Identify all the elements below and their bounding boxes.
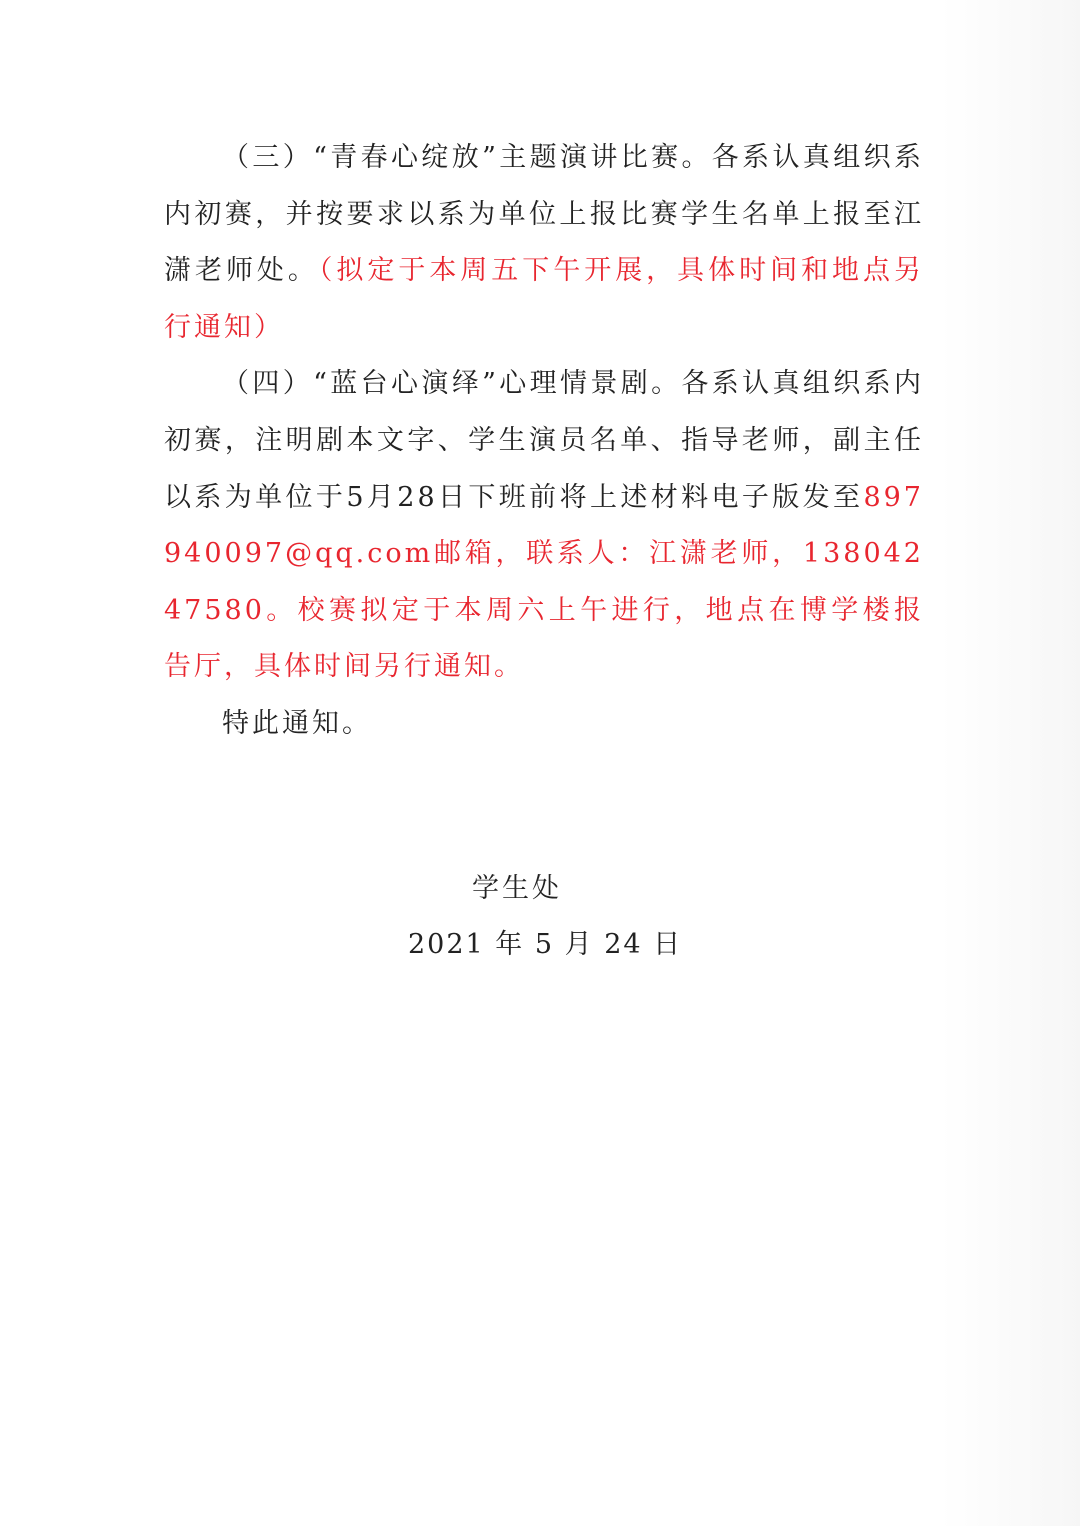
signature-department: 学生处 <box>472 873 562 904</box>
section-3-paragraph <box>164 130 924 356</box>
section-4-highlight: 897940097@qq.com邮箱，联系人：江潇老师，13804247580。校赛拟定于本周六上午进行，地点在博学楼报告厅，具体时间另行通知。 <box>164 481 924 683</box>
section-3-highlight: （拟定于本周五下午开展，具体时间和地点另行通知） <box>164 255 925 343</box>
page-edge-shadow <box>940 0 1080 1526</box>
signature-date: 2021 年 5 月 24 日 <box>408 929 683 960</box>
closing-line: 特此通知。 <box>222 707 372 739</box>
section-4-paragraph <box>164 356 924 696</box>
document-body <box>164 130 924 753</box>
section-4-text: （四）“蓝台心演绎”心理情景剧。各系认真组织系内初赛，注明剧本文字、学生演员名单、指导老师，副主任以系为单位于5月28日下班前将上述材料电子版发至 <box>164 368 924 513</box>
section-3-text: （三）“青春心绽放”主题演讲比赛。各系认真组织系内初赛，并按要求以系为单位上报比赛学生名单上报至江潇老师处。 <box>164 142 924 287</box>
